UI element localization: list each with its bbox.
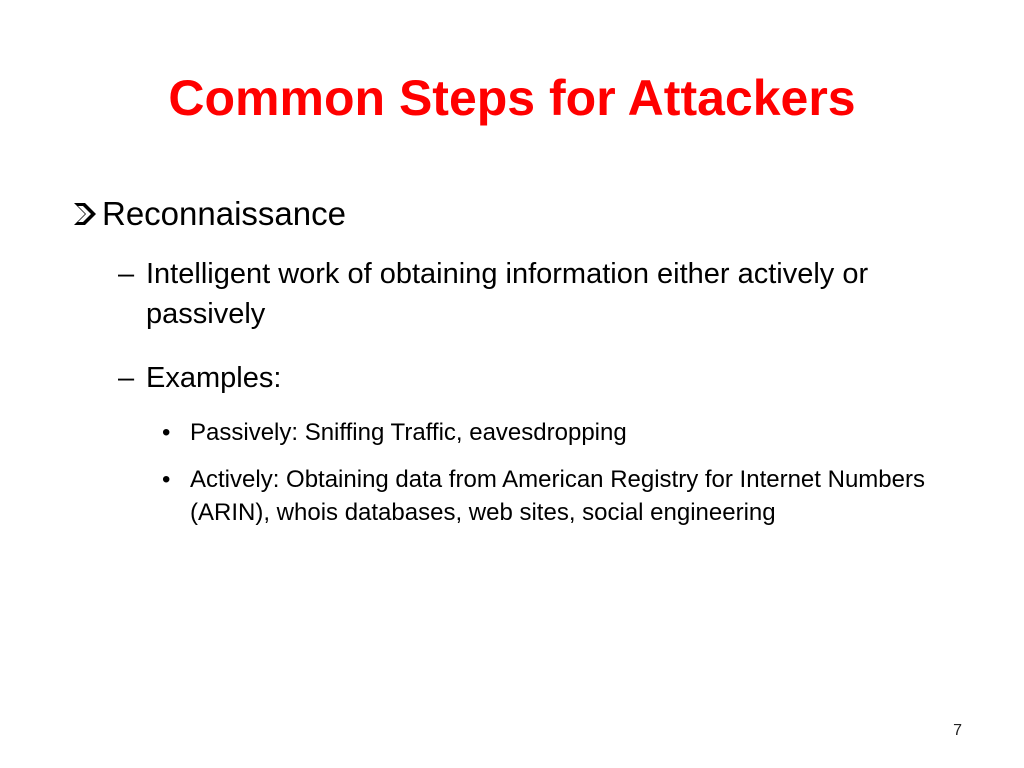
dash-marker: – [118, 258, 135, 290]
bullet-level2-item [118, 254, 938, 334]
slide-title: Common Steps for Attackers [168, 70, 856, 126]
arrow-bullet-icon [72, 200, 98, 228]
bullet-level3-item [162, 416, 942, 449]
dash-marker: – [118, 362, 135, 394]
bullet-level2-text: Intelligent work of obtaining information either actively or passively [146, 258, 869, 330]
dot-marker: • [162, 419, 171, 446]
bullet-level3-text: Passively: Sniffing Traffic, eavesdropping [190, 419, 627, 446]
bullet-level1-text: Reconnaissance [102, 195, 346, 232]
bullet-level3-item [162, 463, 942, 529]
bullet-level2-text: Examples: [146, 362, 282, 394]
page-number: 7 [953, 722, 962, 739]
dot-marker: • [162, 466, 171, 493]
bullet-level1-reconnaissance [72, 192, 952, 236]
bullet-level2-item [118, 358, 938, 398]
bullet-level3-text: Actively: Obtaining data from American Registry for Internet Numbers (ARIN), whois databases, web sites, social engineering [190, 466, 925, 526]
